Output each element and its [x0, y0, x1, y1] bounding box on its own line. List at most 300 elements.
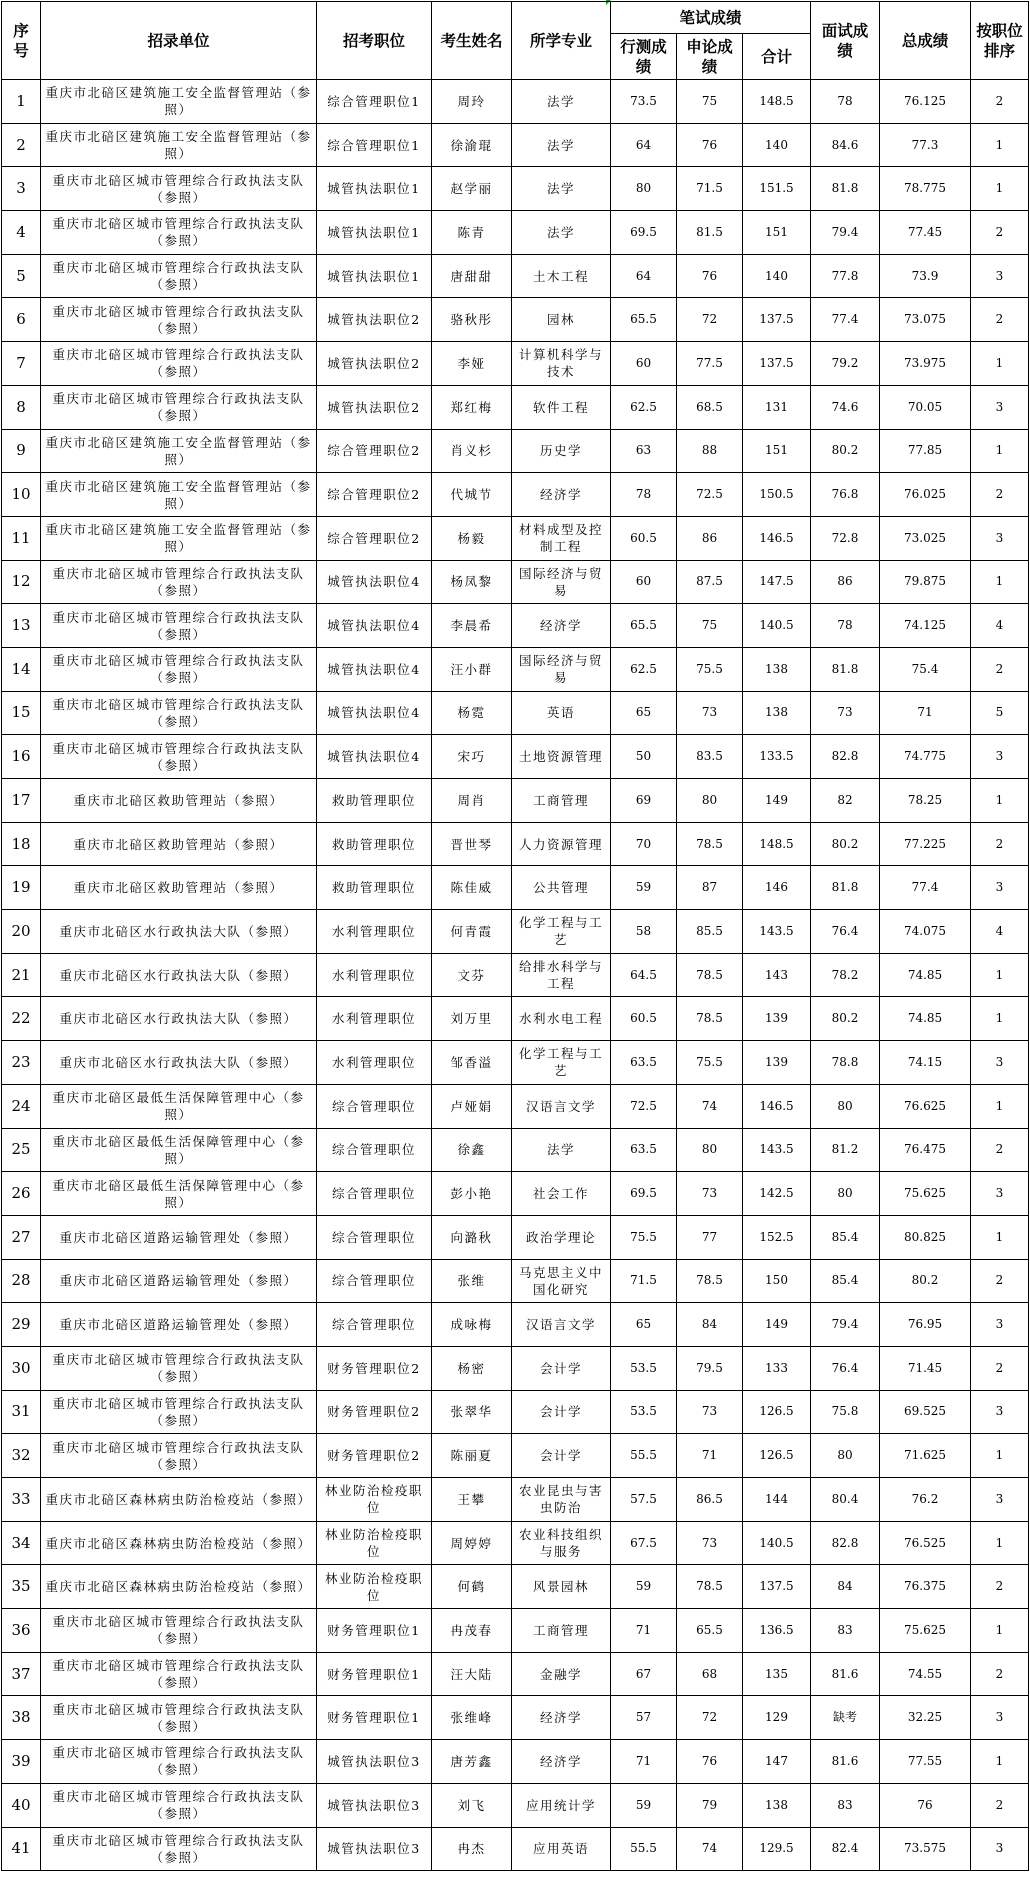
cell-rank: 3 — [971, 1696, 1029, 1740]
cell-written-total: 129 — [743, 1696, 811, 1740]
cell-shenlun: 73 — [677, 1521, 743, 1565]
cell-unit: 重庆市北碚区建筑施工安全监督管理站（参照） — [41, 80, 317, 124]
cell-total: 74.075 — [880, 910, 971, 954]
cell-unit: 重庆市北碚区建筑施工安全监督管理站（参照） — [41, 516, 317, 560]
cell-xingce: 69.5 — [611, 211, 677, 255]
cell-total: 77.85 — [880, 429, 971, 473]
cell-rank: 1 — [971, 560, 1029, 604]
cell-major: 园林 — [512, 298, 611, 342]
cell-rank: 3 — [971, 735, 1029, 779]
cell-major: 工商管理 — [512, 1609, 611, 1653]
cell-seq: 11 — [2, 516, 41, 560]
cell-total: 73.9 — [880, 254, 971, 298]
cell-name: 赵学丽 — [432, 167, 512, 211]
cell-written-total: 147.5 — [743, 560, 811, 604]
cell-major: 应用英语 — [512, 1827, 611, 1871]
cell-position: 综合管理职位2 — [317, 473, 432, 517]
table-row — [2, 1259, 1029, 1303]
cell-written-total: 151.5 — [743, 167, 811, 211]
cell-interview: 81.6 — [811, 1652, 880, 1696]
cell-seq: 39 — [2, 1740, 41, 1784]
cell-xingce: 55.5 — [611, 1827, 677, 1871]
cell-unit: 重庆市北碚区建筑施工安全监督管理站（参照） — [41, 123, 317, 167]
cell-shenlun: 87 — [677, 866, 743, 910]
cell-total: 71.625 — [880, 1434, 971, 1478]
cell-total: 76 — [880, 1783, 971, 1827]
cell-xingce: 71 — [611, 1740, 677, 1784]
cell-rank: 1 — [971, 429, 1029, 473]
cell-interview: 82.8 — [811, 1521, 880, 1565]
cell-seq: 28 — [2, 1259, 41, 1303]
cell-seq: 2 — [2, 123, 41, 167]
cell-major: 经济学 — [512, 604, 611, 648]
cell-rank: 3 — [971, 385, 1029, 429]
cell-shenlun: 79 — [677, 1783, 743, 1827]
cell-rank: 4 — [971, 910, 1029, 954]
cell-interview: 82.8 — [811, 735, 880, 779]
table-row — [2, 80, 1029, 124]
cell-written-total: 147 — [743, 1740, 811, 1784]
cell-xingce: 63.5 — [611, 1041, 677, 1085]
cell-position: 城管执法职位2 — [317, 298, 432, 342]
table-row — [2, 1609, 1029, 1653]
cell-total: 73.025 — [880, 516, 971, 560]
cell-shenlun: 80 — [677, 1128, 743, 1172]
cell-unit: 重庆市北碚区水行政执法大队（参照） — [41, 910, 317, 954]
table-row — [2, 516, 1029, 560]
cell-shenlun: 78.5 — [677, 997, 743, 1041]
cell-interview: 73 — [811, 691, 880, 735]
cell-shenlun: 85.5 — [677, 910, 743, 954]
cell-seq: 9 — [2, 429, 41, 473]
cell-name: 周肖 — [432, 779, 512, 823]
cell-total: 73.575 — [880, 1827, 971, 1871]
cell-position: 水利管理职位 — [317, 997, 432, 1041]
score-table — [1, 1, 1029, 1871]
cell-interview: 80 — [811, 1434, 880, 1478]
cell-position: 林业防治检疫职位 — [317, 1478, 432, 1522]
cell-name: 刘万里 — [432, 997, 512, 1041]
cell-shenlun: 78.5 — [677, 822, 743, 866]
cell-name: 周婷婷 — [432, 1521, 512, 1565]
cell-seq: 32 — [2, 1434, 41, 1478]
cell-seq: 6 — [2, 298, 41, 342]
cell-position: 城管执法职位3 — [317, 1740, 432, 1784]
cell-xingce: 63 — [611, 429, 677, 473]
cell-rank: 1 — [971, 1740, 1029, 1784]
cell-name: 杨密 — [432, 1346, 512, 1390]
table-row — [2, 1740, 1029, 1784]
cell-name: 徐鑫 — [432, 1128, 512, 1172]
cell-rank: 3 — [971, 1478, 1029, 1522]
table-row — [2, 997, 1029, 1041]
cell-seq: 38 — [2, 1696, 41, 1740]
cell-shenlun: 86.5 — [677, 1478, 743, 1522]
cell-written-total: 151 — [743, 211, 811, 255]
cell-shenlun: 76 — [677, 254, 743, 298]
table-row — [2, 1434, 1029, 1478]
cell-unit: 重庆市北碚区最低生活保障管理中心（参照） — [41, 1172, 317, 1216]
cell-name: 彭小艳 — [432, 1172, 512, 1216]
cell-rank: 3 — [971, 1041, 1029, 1085]
table-row — [2, 560, 1029, 604]
cell-major: 政治学理论 — [512, 1215, 611, 1259]
cell-unit: 重庆市北碚区城市管理综合行政执法支队（参照） — [41, 1346, 317, 1390]
table-row — [2, 866, 1029, 910]
cell-rank: 1 — [971, 1215, 1029, 1259]
cell-total: 77.3 — [880, 123, 971, 167]
cell-name: 李晨希 — [432, 604, 512, 648]
cell-unit: 重庆市北碚区道路运输管理处（参照） — [41, 1303, 317, 1347]
cell-xingce: 60 — [611, 342, 677, 386]
cell-seq: 40 — [2, 1783, 41, 1827]
cell-major: 材料成型及控制工程 — [512, 516, 611, 560]
cell-shenlun: 74 — [677, 1827, 743, 1871]
cell-position: 综合管理职位 — [317, 1259, 432, 1303]
cell-shenlun: 86 — [677, 516, 743, 560]
cell-xingce: 71 — [611, 1609, 677, 1653]
table-row — [2, 779, 1029, 823]
cell-name: 何鹤 — [432, 1565, 512, 1609]
cell-total: 80.2 — [880, 1259, 971, 1303]
table-row — [2, 604, 1029, 648]
cell-written-total: 138 — [743, 1783, 811, 1827]
cell-major: 经济学 — [512, 473, 611, 517]
cell-interview: 81.8 — [811, 866, 880, 910]
cell-name: 王攀 — [432, 1478, 512, 1522]
cell-unit: 重庆市北碚区城市管理综合行政执法支队（参照） — [41, 1609, 317, 1653]
cell-position: 财务管理职位2 — [317, 1434, 432, 1478]
cell-unit: 重庆市北碚区城市管理综合行政执法支队（参照） — [41, 1696, 317, 1740]
cell-interview: 82.4 — [811, 1827, 880, 1871]
cell-rank: 3 — [971, 1172, 1029, 1216]
table-row — [2, 822, 1029, 866]
cell-position: 城管执法职位2 — [317, 385, 432, 429]
cell-shenlun: 68 — [677, 1652, 743, 1696]
cell-name: 杨霓 — [432, 691, 512, 735]
cell-shenlun: 75 — [677, 604, 743, 648]
cell-major: 工商管理 — [512, 779, 611, 823]
cell-xingce: 75.5 — [611, 1215, 677, 1259]
table-row — [2, 123, 1029, 167]
cell-rank: 2 — [971, 473, 1029, 517]
table-row — [2, 1390, 1029, 1434]
cell-position: 城管执法职位2 — [317, 342, 432, 386]
cell-name: 张维峰 — [432, 1696, 512, 1740]
cell-written-total: 150 — [743, 1259, 811, 1303]
cell-major: 国际经济与贸易 — [512, 560, 611, 604]
cell-shenlun: 84 — [677, 1303, 743, 1347]
cell-shenlun: 73 — [677, 691, 743, 735]
cell-unit: 重庆市北碚区城市管理综合行政执法支队（参照） — [41, 342, 317, 386]
cell-major: 水利水电工程 — [512, 997, 611, 1041]
cell-position: 救助管理职位 — [317, 779, 432, 823]
cell-shenlun: 72.5 — [677, 473, 743, 517]
cell-seq: 27 — [2, 1215, 41, 1259]
cell-total: 74.85 — [880, 953, 971, 997]
table-row — [2, 1215, 1029, 1259]
cell-total: 71.45 — [880, 1346, 971, 1390]
cell-interview: 81.8 — [811, 167, 880, 211]
cell-major: 风景园林 — [512, 1565, 611, 1609]
table-row — [2, 1041, 1029, 1085]
cell-name: 宋巧 — [432, 735, 512, 779]
cell-major: 社会工作 — [512, 1172, 611, 1216]
cell-position: 综合管理职位2 — [317, 516, 432, 560]
cell-seq: 24 — [2, 1084, 41, 1128]
cell-xingce: 58 — [611, 910, 677, 954]
table-row — [2, 429, 1029, 473]
cell-rank: 1 — [971, 1434, 1029, 1478]
table-row — [2, 342, 1029, 386]
cell-total: 78.775 — [880, 167, 971, 211]
cell-interview: 80.2 — [811, 997, 880, 1041]
cell-total: 77.4 — [880, 866, 971, 910]
cell-unit: 重庆市北碚区水行政执法大队（参照） — [41, 1041, 317, 1085]
header-shenlun: 申论成绩 — [677, 34, 743, 80]
cell-unit: 重庆市北碚区城市管理综合行政执法支队（参照） — [41, 1434, 317, 1478]
table-row — [2, 1346, 1029, 1390]
cell-name: 汪大陆 — [432, 1652, 512, 1696]
cell-shenlun: 71.5 — [677, 167, 743, 211]
cell-total: 74.125 — [880, 604, 971, 648]
cell-interview: 76.4 — [811, 1346, 880, 1390]
cell-rank: 2 — [971, 1783, 1029, 1827]
cell-total: 74.775 — [880, 735, 971, 779]
cell-major: 土木工程 — [512, 254, 611, 298]
cell-rank: 2 — [971, 1565, 1029, 1609]
table-row — [2, 1128, 1029, 1172]
cell-major: 国际经济与贸易 — [512, 647, 611, 691]
cell-rank: 1 — [971, 342, 1029, 386]
cell-written-total: 135 — [743, 1652, 811, 1696]
cell-total: 77.55 — [880, 1740, 971, 1784]
cell-rank: 1 — [971, 997, 1029, 1041]
cell-position: 城管执法职位1 — [317, 254, 432, 298]
cell-position: 综合管理职位1 — [317, 80, 432, 124]
cell-xingce: 60 — [611, 560, 677, 604]
cell-shenlun: 76 — [677, 123, 743, 167]
cell-shenlun: 78.5 — [677, 1259, 743, 1303]
cell-name: 陈丽夏 — [432, 1434, 512, 1478]
cell-position: 综合管理职位 — [317, 1303, 432, 1347]
cell-major: 法学 — [512, 211, 611, 255]
cell-position: 财务管理职位1 — [317, 1696, 432, 1740]
cell-rank: 3 — [971, 1390, 1029, 1434]
cell-written-total: 150.5 — [743, 473, 811, 517]
header-xingce: 行测成绩 — [611, 34, 677, 80]
cell-unit: 重庆市北碚区建筑施工安全监督管理站（参照） — [41, 473, 317, 517]
cell-shenlun: 80 — [677, 779, 743, 823]
cell-unit: 重庆市北碚区城市管理综合行政执法支队（参照） — [41, 298, 317, 342]
cell-interview: 84 — [811, 1565, 880, 1609]
cell-xingce: 70 — [611, 822, 677, 866]
cell-xingce: 59 — [611, 1565, 677, 1609]
cell-unit: 重庆市北碚区城市管理综合行政执法支队（参照） — [41, 1783, 317, 1827]
cell-xingce: 67 — [611, 1652, 677, 1696]
cell-written-total: 139 — [743, 997, 811, 1041]
cell-position: 林业防治检疫职位 — [317, 1565, 432, 1609]
cell-interview: 78 — [811, 80, 880, 124]
cell-interview: 86 — [811, 560, 880, 604]
cell-seq: 36 — [2, 1609, 41, 1653]
cell-interview: 83 — [811, 1609, 880, 1653]
cell-total: 71 — [880, 691, 971, 735]
table-row — [2, 385, 1029, 429]
cell-xingce: 64 — [611, 254, 677, 298]
cell-rank: 5 — [971, 691, 1029, 735]
cell-major: 汉语言文学 — [512, 1084, 611, 1128]
cell-written-total: 139 — [743, 1041, 811, 1085]
cell-major: 法学 — [512, 123, 611, 167]
cell-total: 80.825 — [880, 1215, 971, 1259]
cell-rank: 2 — [971, 298, 1029, 342]
cell-position: 救助管理职位 — [317, 822, 432, 866]
table-row — [2, 1478, 1029, 1522]
cell-interview: 85.4 — [811, 1215, 880, 1259]
cell-total: 76.525 — [880, 1521, 971, 1565]
cell-name: 周玲 — [432, 80, 512, 124]
table-row — [2, 1084, 1029, 1128]
cell-position: 城管执法职位4 — [317, 604, 432, 648]
cell-position: 水利管理职位 — [317, 953, 432, 997]
cell-seq: 1 — [2, 80, 41, 124]
cell-xingce: 69.5 — [611, 1172, 677, 1216]
cell-name: 李娅 — [432, 342, 512, 386]
table-row — [2, 1652, 1029, 1696]
cell-seq: 26 — [2, 1172, 41, 1216]
cell-xingce: 65.5 — [611, 298, 677, 342]
cell-xingce: 80 — [611, 167, 677, 211]
cell-rank: 4 — [971, 604, 1029, 648]
cell-written-total: 148.5 — [743, 822, 811, 866]
cell-written-total: 143.5 — [743, 1128, 811, 1172]
header-name: 考生姓名 — [432, 2, 512, 80]
cell-shenlun: 78.5 — [677, 1565, 743, 1609]
cell-interview: 81.2 — [811, 1128, 880, 1172]
cell-name: 汪小群 — [432, 647, 512, 691]
table-body — [2, 80, 1029, 1871]
cell-total: 73.975 — [880, 342, 971, 386]
cell-shenlun: 75 — [677, 80, 743, 124]
cell-seq: 15 — [2, 691, 41, 735]
header-written-total: 合计 — [743, 34, 811, 80]
cell-seq: 19 — [2, 866, 41, 910]
table-row — [2, 1521, 1029, 1565]
cell-total: 76.025 — [880, 473, 971, 517]
header-major: 所学专业 — [512, 2, 611, 80]
cell-xingce: 60.5 — [611, 997, 677, 1041]
cell-written-total: 138 — [743, 691, 811, 735]
cell-shenlun: 73 — [677, 1172, 743, 1216]
cell-seq: 10 — [2, 473, 41, 517]
cell-major: 人力资源管理 — [512, 822, 611, 866]
cell-position: 城管执法职位4 — [317, 735, 432, 779]
table-row — [2, 254, 1029, 298]
cell-unit: 重庆市北碚区城市管理综合行政执法支队（参照） — [41, 385, 317, 429]
cell-unit: 重庆市北碚区道路运输管理处（参照） — [41, 1215, 317, 1259]
cell-interview: 80.4 — [811, 1478, 880, 1522]
table-row — [2, 298, 1029, 342]
cell-total: 74.85 — [880, 997, 971, 1041]
cell-interview: 78.2 — [811, 953, 880, 997]
cell-shenlun: 88 — [677, 429, 743, 473]
cell-major: 应用统计学 — [512, 1783, 611, 1827]
cell-rank: 1 — [971, 167, 1029, 211]
cell-xingce: 50 — [611, 735, 677, 779]
cell-shenlun: 77 — [677, 1215, 743, 1259]
cell-position: 综合管理职位1 — [317, 123, 432, 167]
table-row — [2, 1827, 1029, 1871]
cell-written-total: 126.5 — [743, 1390, 811, 1434]
cell-seq: 16 — [2, 735, 41, 779]
cell-written-total: 146.5 — [743, 1084, 811, 1128]
cell-seq: 18 — [2, 822, 41, 866]
cell-seq: 34 — [2, 1521, 41, 1565]
cell-written-total: 126.5 — [743, 1434, 811, 1478]
cell-seq: 14 — [2, 647, 41, 691]
cell-interview: 72.8 — [811, 516, 880, 560]
cell-major: 法学 — [512, 1128, 611, 1172]
cell-written-total: 149 — [743, 1303, 811, 1347]
cell-total: 76.125 — [880, 80, 971, 124]
cell-rank: 2 — [971, 1128, 1029, 1172]
cell-shenlun: 81.5 — [677, 211, 743, 255]
cell-major: 土地资源管理 — [512, 735, 611, 779]
cell-shenlun: 72 — [677, 298, 743, 342]
cell-shenlun: 68.5 — [677, 385, 743, 429]
cell-xingce: 59 — [611, 1783, 677, 1827]
cell-position: 救助管理职位 — [317, 866, 432, 910]
cell-name: 晋世琴 — [432, 822, 512, 866]
table-row — [2, 953, 1029, 997]
cell-xingce: 62.5 — [611, 385, 677, 429]
cell-major: 计算机科学与技术 — [512, 342, 611, 386]
cell-interview: 80 — [811, 1084, 880, 1128]
cell-rank: 1 — [971, 1084, 1029, 1128]
cell-written-total: 143.5 — [743, 910, 811, 954]
cell-interview: 78.8 — [811, 1041, 880, 1085]
cell-rank: 2 — [971, 1652, 1029, 1696]
cell-xingce: 57.5 — [611, 1478, 677, 1522]
table-row — [2, 691, 1029, 735]
cell-total: 77.225 — [880, 822, 971, 866]
cell-xingce: 64.5 — [611, 953, 677, 997]
cell-unit: 重庆市北碚区最低生活保障管理中心（参照） — [41, 1128, 317, 1172]
header-rank: 按职位排序 — [971, 2, 1029, 80]
cell-total: 78.25 — [880, 779, 971, 823]
cell-position: 综合管理职位 — [317, 1128, 432, 1172]
cell-rank: 2 — [971, 822, 1029, 866]
cell-unit: 重庆市北碚区城市管理综合行政执法支队（参照） — [41, 211, 317, 255]
cell-written-total: 137.5 — [743, 1565, 811, 1609]
cell-shenlun: 65.5 — [677, 1609, 743, 1653]
cell-major: 法学 — [512, 167, 611, 211]
cell-interview: 84.6 — [811, 123, 880, 167]
cell-xingce: 78 — [611, 473, 677, 517]
cell-written-total: 140 — [743, 123, 811, 167]
cell-position: 财务管理职位1 — [317, 1652, 432, 1696]
table-row — [2, 910, 1029, 954]
cell-shenlun: 74 — [677, 1084, 743, 1128]
cell-major: 给排水科学与工程 — [512, 953, 611, 997]
cell-xingce: 73.5 — [611, 80, 677, 124]
cell-shenlun: 75.5 — [677, 1041, 743, 1085]
cell-written-total: 146 — [743, 866, 811, 910]
cell-written-total: 149 — [743, 779, 811, 823]
cell-rank: 2 — [971, 1259, 1029, 1303]
cell-shenlun: 79.5 — [677, 1346, 743, 1390]
